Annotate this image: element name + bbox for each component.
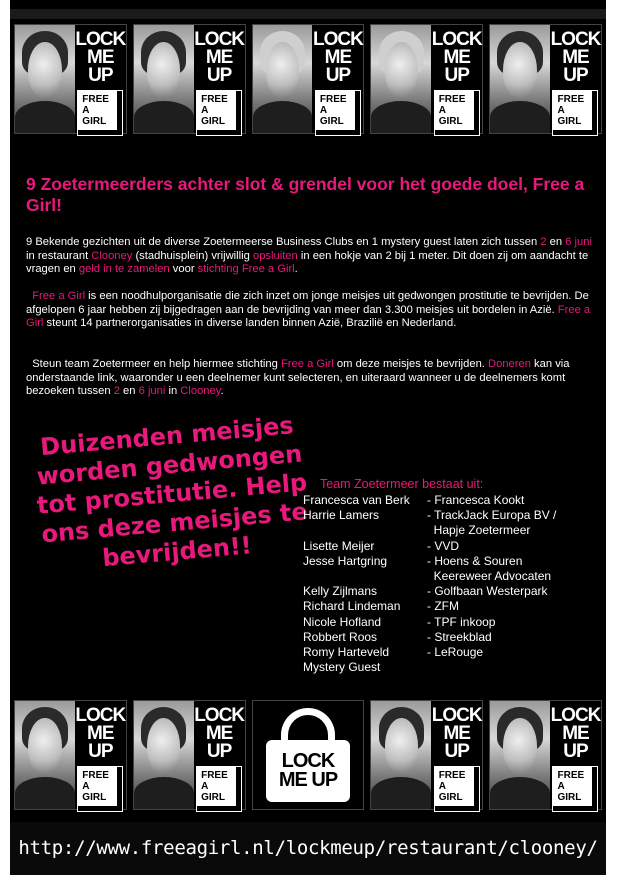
lock-me-up-logo: LOCK ME UP FREE A GIRL xyxy=(312,25,363,133)
participant-photo xyxy=(371,701,431,809)
lock-me-up-logo: LOCK ME UP FREE A GIRL xyxy=(194,25,245,133)
participant-photo xyxy=(15,25,75,133)
padlock-logo: LOCK ME UP xyxy=(252,700,365,810)
bottom-photo-row xyxy=(14,700,602,810)
participant-photo xyxy=(490,701,550,809)
participant-photo xyxy=(490,25,550,133)
top-photo-row xyxy=(14,24,602,134)
participant-tile xyxy=(489,700,602,810)
participant-photo xyxy=(15,701,75,809)
handwritten-slogan: Duizenden meisjes worden gedwongen tot prostitutie. Help ons deze meisjes te bevrijden!! xyxy=(35,411,309,573)
lock-me-up-logo: LOCK ME UP FREE A GIRL xyxy=(75,701,126,809)
team-member-row: Jesse Hartgring - Hoens & Souren Keereweer Advocaten xyxy=(303,553,552,584)
free-a-girl-logo: FREE A GIRL xyxy=(197,91,241,135)
intro-paragraph: 9 Bekende gezichten uit de diverse Zoetermeerse Business Clubs en 1 mystery guest laten zich tussen 2 en 6 juni in restaurant Clooney (stadhuisplein) vrijwillig opsluiten in een hokje van 2 bij 1 meter. Dit doen zij om aandacht te vragen en geld in te zamelen voor stichting Free a Girl. xyxy=(26,236,592,276)
participant-tile xyxy=(370,700,483,810)
free-a-girl-logo: FREE A GIRL xyxy=(435,767,479,811)
participant-photo xyxy=(134,701,194,809)
free-a-girl-logo: FREE A GIRL xyxy=(316,91,360,135)
participant-photo xyxy=(253,25,313,133)
lock-me-up-logo: LOCK ME UP FREE A GIRL xyxy=(194,701,245,809)
team-member-row: Nicole Hofland - TPF inkoop xyxy=(303,614,496,629)
free-a-girl-logo: FREE A GIRL xyxy=(553,91,597,135)
participant-tile xyxy=(14,700,127,810)
team-member-row: Lisette Meijer - VVD xyxy=(303,538,460,553)
free-a-girl-logo: FREE A GIRL xyxy=(553,767,597,811)
participant-tile xyxy=(133,24,246,134)
participant-photo xyxy=(134,25,194,133)
participant-tile xyxy=(133,700,246,810)
top-bar xyxy=(10,9,606,19)
team-member-row: Romy Harteveld - LeRouge xyxy=(303,645,484,660)
padlock-icon xyxy=(281,708,335,742)
donation-url[interactable]: http://www.freeagirl.nl/lockmeup/restaurant/clooney/ xyxy=(10,822,606,875)
team-member-row: Mystery Guest xyxy=(303,660,381,675)
team-heading: Team Zoetermeer bestaat uit: xyxy=(320,477,484,491)
organisation-paragraph: Free a Girl is een noodhulporganisatie die zich inzet om jonge meisjes uit gedwongen prostitutie te bevrijden. De afgelopen 6 jaar hebben zij bijgedragen aan de bevrijding van meer dan 3.300 meisjes uit bordelen in Azië. Free a Girl steunt 14 partnerorganisaties in diverse landen binnen Azië, Brazilië en Nederland. xyxy=(26,290,591,330)
lock-me-up-logo: LOCK ME UP FREE A GIRL xyxy=(431,25,482,133)
team-member-row: Richard Lindeman - ZFM xyxy=(303,599,459,614)
participant-photo xyxy=(371,25,431,133)
team-member-row: Francesca van Berk - Francesca Kookt xyxy=(303,493,525,507)
lock-me-up-logo: LOCK ME UP FREE A GIRL xyxy=(431,701,482,809)
lock-me-up-logo: LOCK ME UP FREE A GIRL xyxy=(550,25,601,133)
free-a-girl-logo: FREE A GIRL xyxy=(78,91,122,135)
team-member-row: Harrie Lamers - TrackJack Europa BV / Hapje Zoetermeer xyxy=(303,508,557,538)
participant-tile xyxy=(252,24,365,134)
headline: 9 Zoetermeerders achter slot & grendel voor het goede doel, Free a Girl! xyxy=(26,174,585,215)
lock-me-up-logo: LOCK ME UP FREE A GIRL xyxy=(550,701,601,809)
free-a-girl-logo: FREE A GIRL xyxy=(435,91,479,135)
team-member-row: Robbert Roos - Streekblad xyxy=(303,629,492,644)
participant-tile xyxy=(14,24,127,134)
team-list xyxy=(303,493,593,675)
participant-tile xyxy=(370,24,483,134)
free-a-girl-logo: FREE A GIRL xyxy=(78,767,122,811)
support-paragraph: Steun team Zoetermeer en help hiermee stichting Free a Girl om deze meisjes te bevrijden. Doneren kan via onderstaande link, waaronder u een deelnemer kunt selecteren, en uiteraard wanneer u de deelnemers komt bezoeken tussen 2 en 6 juni in Clooney. xyxy=(26,358,570,398)
participant-tile xyxy=(489,24,602,134)
free-a-girl-logo: FREE A GIRL xyxy=(197,767,241,811)
lock-me-up-logo: LOCK ME UP FREE A GIRL xyxy=(75,25,126,133)
team-member-row: Kelly Zijlmans - Golfbaan Westerpark xyxy=(303,584,548,599)
